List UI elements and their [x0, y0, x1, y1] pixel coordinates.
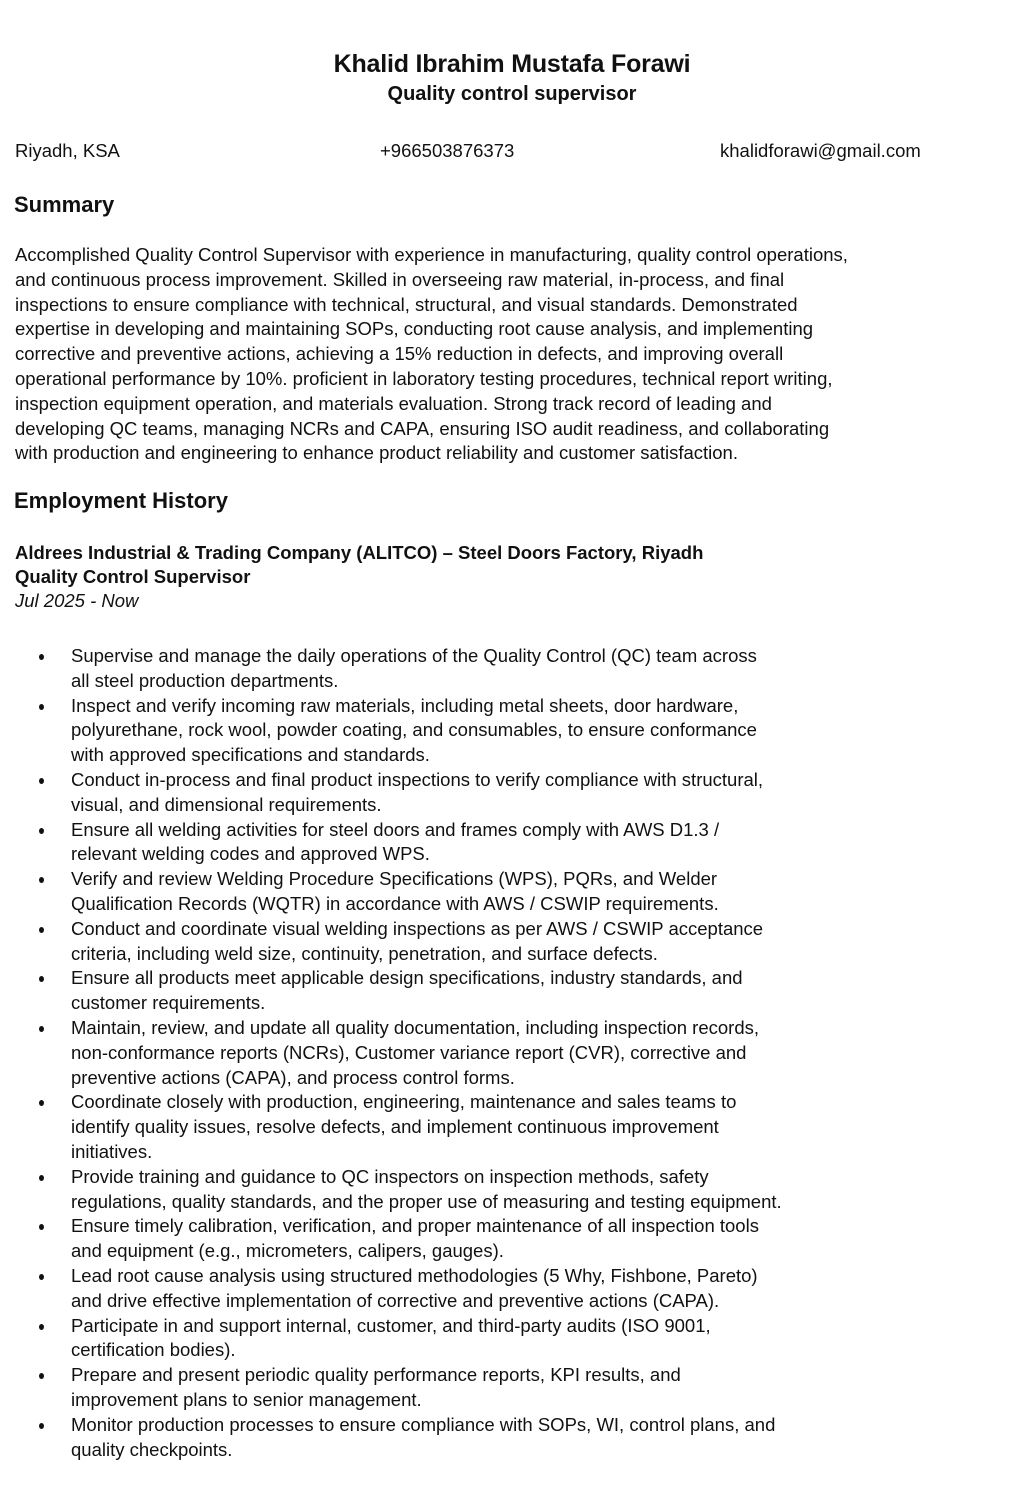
contact-location: Riyadh, KSA — [15, 140, 120, 161]
bullet-icon — [39, 654, 44, 660]
responsibility-text-line: customer requirements. — [71, 992, 266, 1014]
summary-line: operational performance by 10%. proficient in laboratory testing procedures, technical report writing, — [15, 367, 833, 389]
responsibility-item — [0, 1314, 1024, 1364]
responsibility-text-line: visual, and dimensional requirements. — [71, 793, 382, 815]
responsibility-item — [0, 867, 1024, 917]
responsibility-text-line: Ensure all welding activities for steel doors and frames comply with AWS D1.3 / — [71, 818, 720, 840]
job-dates: Jul 2025 - Now — [15, 590, 139, 611]
job-title: Quality Control Supervisor — [15, 566, 251, 587]
responsibility-item — [0, 1214, 1024, 1264]
responsibility-text-line: Ensure all products meet applicable design specifications, industry standards, and — [71, 967, 743, 989]
responsibility-text-line: Prepare and present periodic quality performance reports, KPI results, and — [71, 1364, 681, 1386]
responsibility-text-line: and equipment (e.g., micrometers, calipers, gauges). — [71, 1240, 504, 1262]
responsibility-text-line: Monitor production processes to ensure compliance with SOPs, WI, control plans, and — [71, 1413, 776, 1435]
responsibility-item — [0, 644, 1024, 694]
bullet-icon — [39, 1026, 44, 1032]
bullet-icon — [39, 927, 44, 933]
responsibility-item — [0, 966, 1024, 1016]
contact-phone: +966503876373 — [380, 140, 515, 161]
responsibility-text-line: Coordinate closely with production, engineering, maintenance and sales teams to — [71, 1091, 737, 1113]
responsibility-text-line: quality checkpoints. — [71, 1438, 233, 1460]
job-company: Aldrees Industrial & Trading Company (ALITCO) – Steel Doors Factory, Riyadh — [15, 542, 704, 563]
responsibility-text-line: Inspect and verify incoming raw materials, including metal sheets, door hardware, — [71, 694, 739, 716]
summary-paragraph — [15, 243, 1015, 466]
bullet-icon — [39, 1274, 44, 1280]
responsibility-item — [0, 1264, 1024, 1314]
bullet-icon — [39, 1373, 44, 1379]
summary-line: Accomplished Quality Control Supervisor with experience in manufacturing, quality control operations, — [15, 244, 848, 265]
employment-heading: Employment History — [14, 488, 228, 513]
responsibility-item — [0, 768, 1024, 818]
responsibility-text-line: identify quality issues, resolve defects, and implement continuous improvement — [71, 1116, 719, 1138]
responsibility-item — [0, 818, 1024, 868]
responsibility-text-line: Participate in and support internal, customer, and third-party audits (ISO 9001, — [71, 1314, 711, 1336]
job-responsibilities-list — [0, 644, 1024, 1462]
responsibility-text-line: Verify and review Welding Procedure Specifications (WPS), PQRs, and Welder — [71, 868, 718, 890]
responsibility-text-line: all steel production departments. — [71, 669, 339, 691]
responsibility-text-line: Conduct in-process and final product inspections to verify compliance with structural, — [71, 768, 764, 790]
responsibility-item — [0, 694, 1024, 768]
summary-line: corrective and preventive actions, achieving a 15% reduction in defects, and improving overall — [15, 343, 784, 365]
bullet-icon — [39, 778, 44, 784]
responsibility-text-line: criteria, including weld size, continuity, penetration, and surface defects. — [71, 942, 658, 964]
responsibility-item — [0, 917, 1024, 967]
responsibility-text-line: preventive actions (CAPA), and process control forms. — [71, 1066, 515, 1088]
summary-line: inspection equipment operation, and materials evaluation. Strong track record of leading and — [15, 392, 772, 414]
responsibility-text-line: regulations, quality standards, and the proper use of measuring and testing equipment. — [71, 1190, 782, 1212]
responsibility-text-line: Provide training and guidance to QC inspectors on inspection methods, safety — [71, 1165, 709, 1187]
summary-line: expertise in developing and maintaining SOPs, conducting root cause analysis, and implementing — [15, 318, 814, 340]
candidate-role: Quality control supervisor — [387, 83, 637, 105]
responsibility-text-line: initiatives. — [71, 1140, 153, 1162]
responsibility-text-line: and drive effective implementation of corrective and preventive actions (CAPA). — [71, 1289, 720, 1311]
responsibility-text-line: Qualification Records (WQTR) in accordance with AWS / CSWIP requirements. — [71, 892, 719, 914]
bullet-icon — [39, 704, 44, 710]
summary-line: and continuous process improvement. Skilled in overseeing raw material, in-process, and final — [15, 268, 785, 290]
summary-heading: Summary — [14, 192, 115, 217]
bullet-icon — [39, 1100, 44, 1106]
contact-email[interactable]: khalidforawi@gmail.com — [720, 140, 921, 161]
bullet-icon — [39, 1423, 44, 1429]
responsibility-text-line: relevant welding codes and approved WPS. — [71, 843, 430, 865]
responsibility-text-line: Conduct and coordinate visual welding inspections as per AWS / CSWIP acceptance — [71, 917, 764, 939]
bullet-icon — [39, 1324, 44, 1330]
responsibility-item — [0, 1165, 1024, 1215]
responsibility-text-line: with approved specifications and standards. — [71, 744, 430, 766]
bullet-icon — [39, 1175, 44, 1181]
responsibility-text-line: Ensure timely calibration, verification, and proper maintenance of all inspection tools — [71, 1215, 759, 1237]
responsibility-text-line: certification bodies). — [71, 1339, 236, 1361]
bullet-icon — [39, 976, 44, 982]
responsibility-item — [0, 1363, 1024, 1413]
summary-line: developing QC teams, managing NCRs and CAPA, ensuring ISO audit readiness, and collaborating — [15, 417, 830, 439]
bullet-icon — [39, 877, 44, 883]
summary-line: inspections to ensure compliance with technical, structural, and visual standards. Demonstrated — [15, 293, 798, 315]
responsibility-item — [0, 1413, 1024, 1463]
responsibility-item — [0, 1090, 1024, 1164]
bullet-icon — [39, 1224, 44, 1230]
responsibility-text-line: Maintain, review, and update all quality documentation, including inspection records, — [71, 1016, 759, 1038]
responsibility-item — [0, 1016, 1024, 1090]
responsibility-text-line: Lead root cause analysis using structured methodologies (5 Why, Fishbone, Pareto) — [71, 1264, 758, 1286]
responsibility-text-line: polyurethane, rock wool, powder coating, and consumables, to ensure conformance — [71, 719, 757, 741]
responsibility-text-line: non-conformance reports (NCRs), Customer variance report (CVR), corrective and — [71, 1041, 747, 1063]
candidate-name: Khalid Ibrahim Mustafa Forawi — [333, 50, 691, 78]
responsibility-text-line: Supervise and manage the daily operations of the Quality Control (QC) team across — [71, 645, 757, 666]
responsibility-text-line: improvement plans to senior management. — [71, 1388, 422, 1410]
summary-line: with production and engineering to enhance product reliability and customer satisfaction. — [15, 442, 738, 464]
bullet-icon — [39, 828, 44, 834]
